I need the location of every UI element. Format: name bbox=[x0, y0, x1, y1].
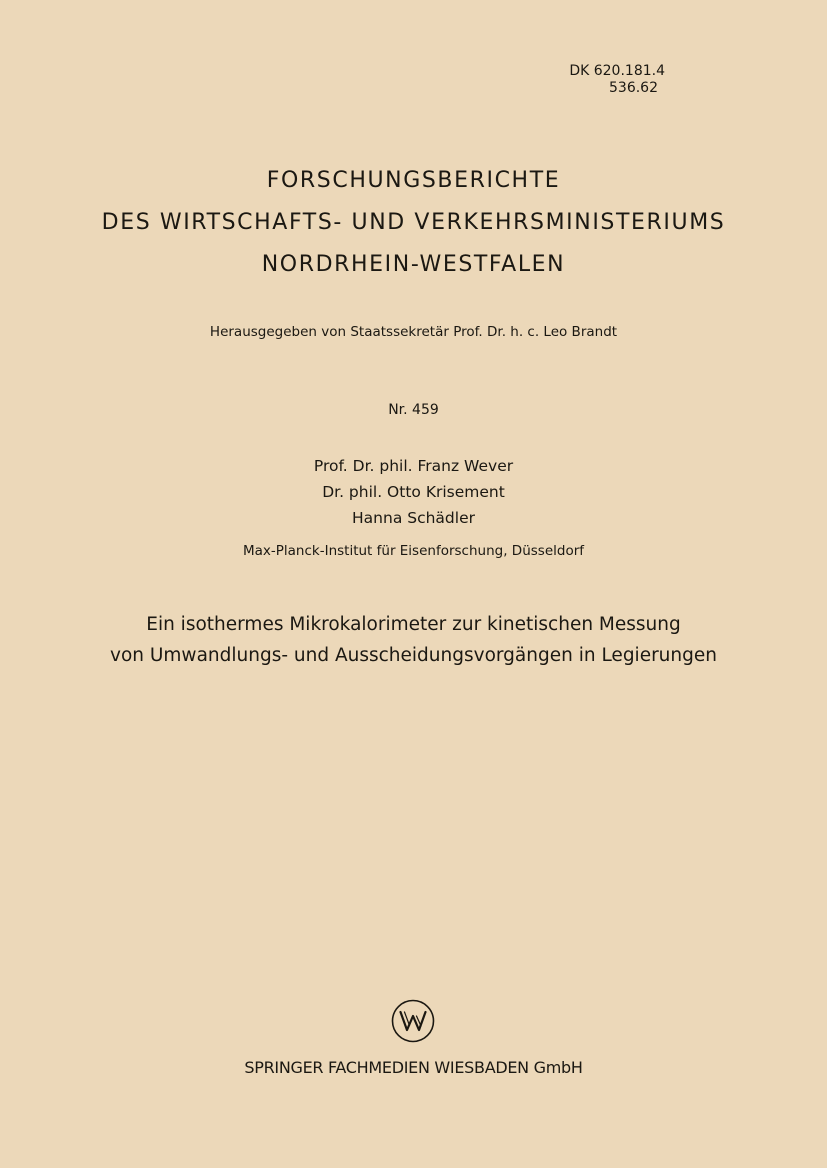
publisher-w-logo-icon bbox=[391, 999, 435, 1043]
series-title-line-1: FORSCHUNGSBERICHTE bbox=[266, 168, 561, 193]
author-3: Hanna Schädler bbox=[352, 509, 475, 527]
classification-line-1: DK 620.181.4 bbox=[569, 63, 665, 79]
classification-number bbox=[0, 63, 827, 97]
series-number: Nr. 459 bbox=[388, 402, 439, 418]
institute: Max-Planck-Institut für Eisenforschung, Düsseldorf bbox=[242, 543, 585, 559]
series-title bbox=[0, 160, 827, 286]
book-title bbox=[0, 609, 827, 671]
author-2: Dr. phil. Otto Krisement bbox=[322, 483, 505, 501]
classification-line-2: 536.62 bbox=[609, 80, 658, 96]
author-list bbox=[0, 453, 827, 531]
book-title-line-2: von Umwandlungs- und Ausscheidungsvorgängen in Legierungen bbox=[110, 645, 717, 666]
editor-line: Herausgegeben von Staatssekretär Prof. Dr. h. c. Leo Brandt bbox=[209, 324, 618, 340]
author-1: Prof. Dr. phil. Franz Wever bbox=[313, 457, 514, 475]
publisher-name: SPRINGER FACHMEDIEN WIESBADEN GmbH bbox=[244, 1058, 583, 1077]
series-title-line-2: DES WIRTSCHAFTS- UND VERKEHRSMINISTERIUMS bbox=[101, 210, 726, 235]
series-title-line-3: NORDRHEIN-WESTFALEN bbox=[261, 252, 566, 277]
book-title-line-1: Ein isothermes Mikrokalorimeter zur kinetischen Messung bbox=[146, 614, 681, 635]
